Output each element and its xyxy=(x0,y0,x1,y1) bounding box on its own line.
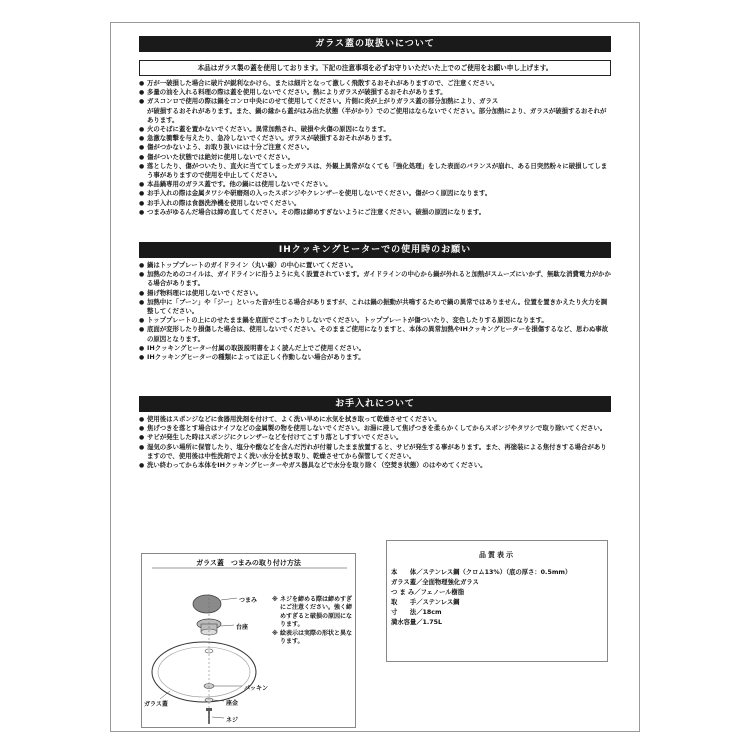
list-item: ● 使用後はスポンジなどに食器用洗剤を付けて、よく洗い早めに水気を拭き取って乾燥させてください。 xyxy=(139,415,611,424)
list-item: ● 傷がつかないよう、お取り扱いには十分ご注意ください。 xyxy=(139,143,611,152)
list-item: ● 焦げつきを落とす場合はナイフなどの金属製の物を使用しないでください。お湯に浸して焦げつきを柔らかくしてからスポンジやタワシで取り除いてください。 xyxy=(139,424,611,433)
list-item: ● お手入れの際は金属タワシや研磨剤の入ったスポンジやクレンザーを使用しないでください。傷がつく原因になります。 xyxy=(139,189,611,198)
note-illustration: ※ 絵表示は実際の形状と異なります。 xyxy=(272,630,352,647)
spec-row-size: 寸 法／18cm xyxy=(391,609,442,616)
quality-label-rows xyxy=(391,568,605,628)
label-washer: 座金 xyxy=(226,700,239,707)
list-item: ● 揚げ物料理には使用しないでください。 xyxy=(139,289,611,298)
list-item: ● お手入れの際は食器洗浄機を使用しないでください。 xyxy=(139,199,611,208)
spec-row-capacity: 満水容量／1.75L xyxy=(391,619,443,626)
list-item: ● 加熱のためのコイルは、ガイドラインに沿うように丸く設置されています。ガイドラインの中心から鍋が外れると加熱がスムーズにいかず、無駄な消費電力がかかる場合があります。 xyxy=(139,270,611,288)
section-header-glass-lid: ガラス蓋の取扱いについて xyxy=(139,36,611,52)
instruction-sheet xyxy=(110,22,640,732)
diagram-title: ガラス蓋 つまみの取り付け方法 xyxy=(196,559,301,567)
quality-label-title: 品質表示 xyxy=(479,551,515,559)
list-item: ● トッププレートの上にのせたまま鍋を底面でこすったりしないでください。トッププレートが傷ついたり、変色したりする原因になります。 xyxy=(139,316,611,325)
care-bullets xyxy=(139,415,611,470)
list-item: ● ガスコンロで使用の際は鍋をコンロ中央にのせて使用してください。片側に炎が上がりガラス蓋の部分加熱により、ガラス xyxy=(139,97,611,106)
list-item: ● IHクッキングヒーター付属の取扱説明書をよく読んだ上でご使用ください。 xyxy=(139,344,611,353)
section-header-care: お手入れについて xyxy=(139,396,611,412)
list-item: ● 鍋はトッププレートのガイドライン（丸い線）の中心に置いてください。 xyxy=(139,261,611,270)
list-item: ● 洗い終わってから本体をIHクッキングヒーターやガス器具などで水分を取り除く（空焚き状態）のはやめてください。 xyxy=(139,461,611,470)
spec-row-body: 本 体／ステンレス鋼（クロム13%）（底の厚さ：0.5mm） xyxy=(391,569,572,576)
list-item: ● 火のそばに蓋を置かないでください。異常加熱され、破損や火傷の原因になります。 xyxy=(139,125,611,134)
label-packing: パッキン xyxy=(244,685,268,692)
ih-bullets xyxy=(139,261,611,362)
knob-shape xyxy=(193,595,221,613)
spec-row-handle: 取 手／ステンレス鋼 xyxy=(391,599,460,606)
list-item: ● サビが発生した時はスポンジにクレンザーなどを付けてこすり落としすすいでください。 xyxy=(139,433,611,442)
list-item: ● 万が一破損した場合に破片が鋭利なかけら、または細片となって激しく飛散するおそれがありますので、ご注意ください。 xyxy=(139,79,611,88)
list-item: ● 加熱中に「ブーン」や「ジー」といった音が生じる場合がありますが、これは鍋の振動が共鳴するためで鍋の異常ではありません。位置を置きかえたり火力を調整してください。 xyxy=(139,298,611,316)
list-item: ● つまみがゆるんだ場合は締め直してください。その際は締めすぎないようにご注意ください。破損の原因になります。 xyxy=(139,208,611,217)
spec-row-lid: ガラス蓋／全面物理強化ガラス xyxy=(391,579,479,586)
label-base: 台座 xyxy=(236,624,249,631)
list-item: ● 底面が変形したり損傷した場合は、使用しないでください。そのままご使用になりますと、本体の異常加熱やIHクッキングヒーターを損傷するなど、思わぬ事故の原因となります。 xyxy=(139,325,611,343)
list-item: ● 傷がついた状態では絶対に使用しないでください。 xyxy=(139,153,611,162)
quality-label-box xyxy=(386,540,608,662)
glass-lid-bullets xyxy=(139,79,611,217)
label-knob: つまみ xyxy=(239,597,258,604)
assembly-notes xyxy=(272,596,352,646)
list-item: が破損するおそれがあります。また、鍋の縁から蓋がはみ出た状態（半がかり）でのご使用はならないでください。部分加熱により、ガラスが破損するおそれがあります。 xyxy=(147,106,607,124)
note-tighten: ※ ネジを締める際は締めすぎにご注意ください。強く締めすぎると破損の原因になります。 xyxy=(272,596,352,630)
list-item: ● 急激な衝撃を与えたり、急冷しないでください。ガラスが破損するおそれがあります。 xyxy=(139,134,611,143)
intro-notice: 本品はガラス製の蓋を使用しております。下記の注意事項を必ずお守りいただいた上でのご使用をお願い申し上げます。 xyxy=(139,60,611,76)
spec-row-knob: つ ま み／フェノール樹脂 xyxy=(391,589,465,596)
list-item: ● IHクッキングヒーターの種類によっては正しく作動しない場合があります。 xyxy=(139,353,611,362)
list-item: ● 本品鍋専用のガラス蓋です。他の鍋には使用しないでください。 xyxy=(139,180,611,189)
knob-assembly-diagram xyxy=(141,553,356,728)
section-header-ih: IHクッキングヒーターでの使用時のお願い xyxy=(139,242,611,258)
list-item: ● 湿気の多い場所に保管したり、塩分や酸などを含んだ汚れが付着したまま放置すると、サビが発生する事があります。また、再塗装による焦付きする場合がありますので、使用後は中性洗剤でよく洗い水分を拭き取り、乾燥させてから保管してください。 xyxy=(139,443,611,461)
list-item: ● 多量の油を入れる料理の際は蓋を使用しないでください。熱によりガラスが破損するおそれがあります。 xyxy=(139,88,611,97)
label-screw: ネジ xyxy=(226,717,239,724)
list-item: ● 落としたり、傷がついたり、直火に当ててしまったガラスは、外観上異常がなくても「強化処理」をした表面のバランスが崩れ、ある日突然粉々に破損してしまう事がありますので使用を中止してください。 xyxy=(139,162,611,180)
label-lid: ガラス蓋 xyxy=(144,701,168,708)
